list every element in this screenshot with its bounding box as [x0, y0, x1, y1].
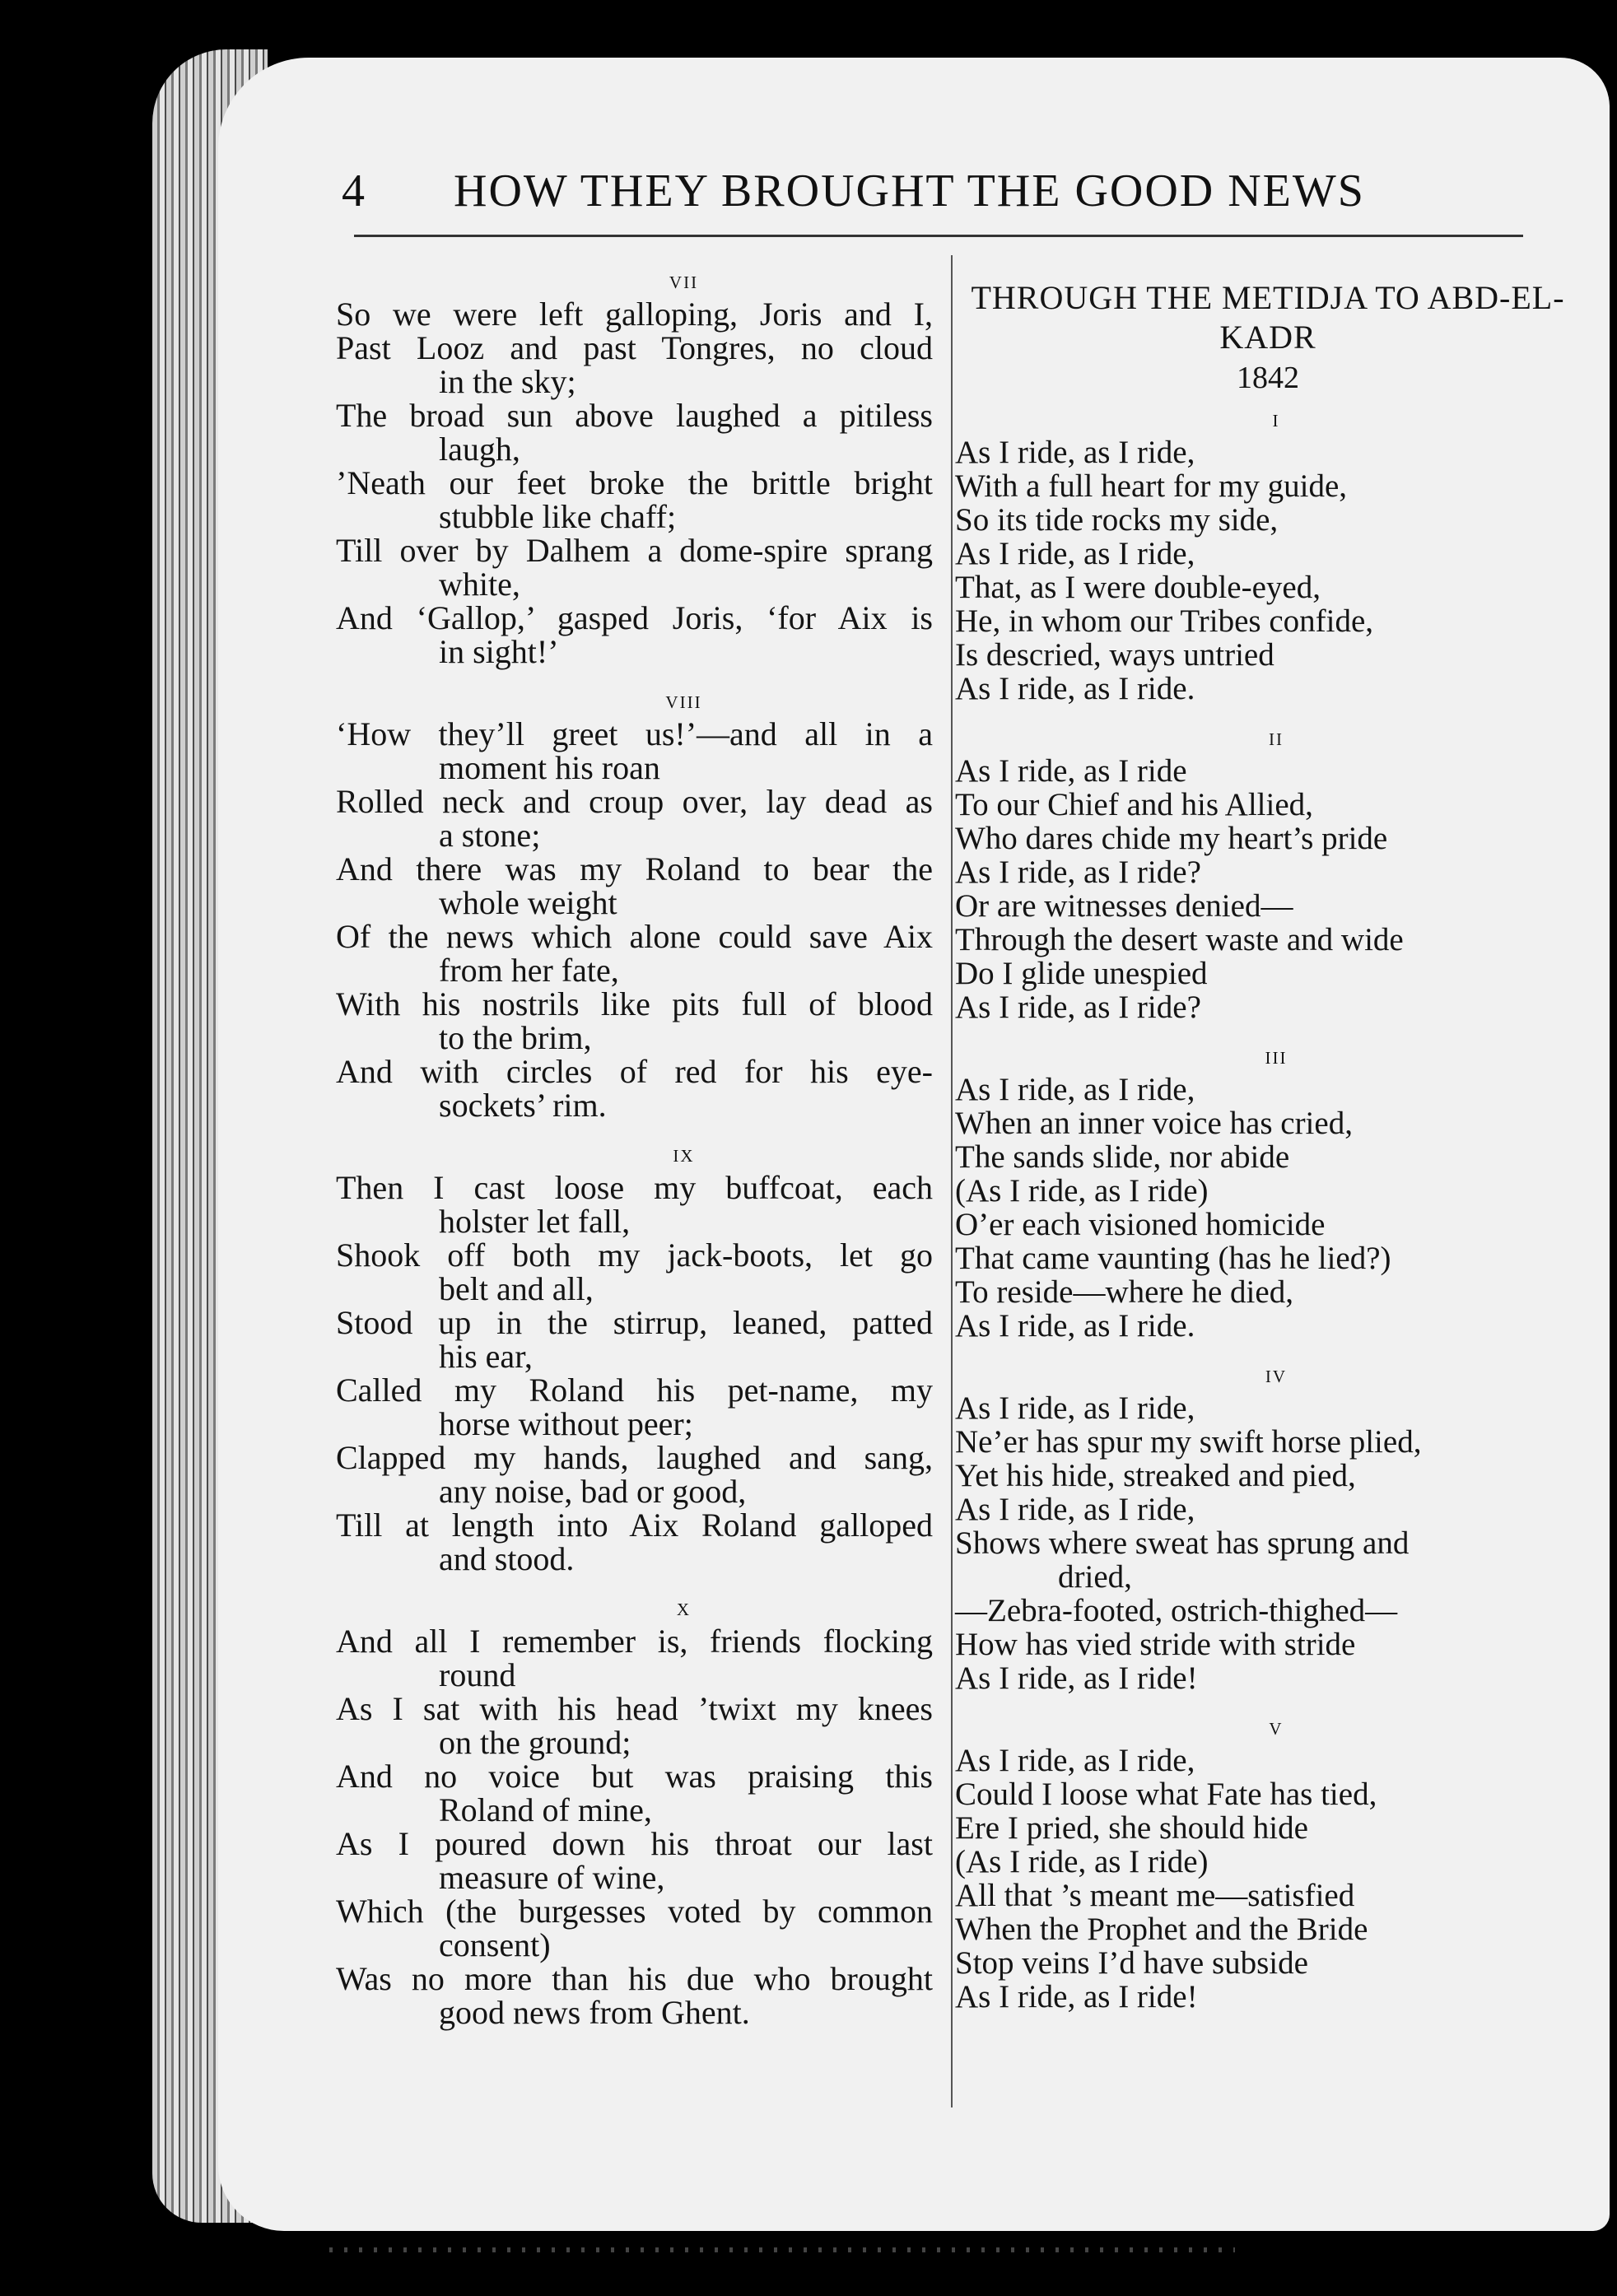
verse-line: So its tide rocks my side, [955, 502, 1279, 538]
verse-line: All that ’s meant me—satisfied [955, 1878, 1355, 1913]
verse-line: sockets’ rim. [439, 1087, 607, 1124]
verse-line: Rolled neck and croup over, lay dead as [336, 783, 933, 820]
verse-line: Past Looz and past Tongres, no cloud [336, 329, 933, 366]
verse-line: —Zebra-footed, ostrich-thighed— [955, 1593, 1398, 1628]
verse-line: As I ride, as I ride. [955, 1308, 1195, 1344]
verse-line: holster let fall, [439, 1203, 631, 1240]
verse-line: any noise, bad or good, [439, 1473, 747, 1510]
verse-line: With a full heart for my guide, [955, 468, 1348, 504]
verse-line: To our Chief and his Allied, [955, 787, 1313, 822]
verse-line: Clapped my hands, laughed and sang, [336, 1439, 933, 1476]
verse-line: And no voice but was praising this [336, 1758, 933, 1795]
verse-line: ’Neath our feet broke the brittle bright [336, 464, 933, 501]
verse-line: a stone; [439, 817, 541, 854]
verse-line: Ne’er has spur my swift horse plied, [955, 1424, 1422, 1460]
verse-line: When an inner voice has cried, [955, 1106, 1353, 1141]
verse-line: belt and all, [439, 1270, 594, 1307]
verse-line: moment his roan [439, 749, 660, 786]
verse-line: Is descried, ways untried [955, 637, 1274, 673]
verse-line: That, as I were double-eyed, [955, 570, 1321, 605]
verse-line: Shows where sweat has sprung and [955, 1525, 1410, 1561]
verse-line: As I ride, as I ride! [955, 1660, 1198, 1696]
verse-line: whole weight [439, 884, 617, 921]
verse-line: ‘How they’ll greet us!’—and all in a [336, 715, 933, 752]
verse-line: And there was my Roland to bear the [336, 850, 933, 887]
stanza-numeral: iii [1265, 1042, 1288, 1069]
verse-line: Shook off both my jack-boots, let go [336, 1236, 933, 1274]
verse-line: As I ride, as I ride? [955, 990, 1201, 1025]
verse-line: his ear, [439, 1338, 533, 1375]
book-page [218, 58, 1610, 2231]
verse-line: Of the news which alone could save Aix [336, 918, 933, 955]
verse-line: To reside—where he died, [955, 1274, 1293, 1310]
verse-line: The broad sun above laughed a pitiless [336, 397, 933, 434]
verse-line: Do I glide unespied [955, 956, 1208, 991]
verse-line: Then I cast loose my buffcoat, each [336, 1169, 933, 1206]
verse-line: (As I ride, as I ride) [955, 1173, 1209, 1209]
verse-line: And all I remember is, friends flocking [336, 1623, 933, 1660]
header-rule [354, 235, 1523, 237]
verse-line: horse without peer; [439, 1405, 693, 1442]
verse-line: And with circles of red for his eye- [336, 1053, 933, 1090]
verse-line: dried, [1058, 1559, 1132, 1595]
verse-line: As I ride, as I ride, [955, 536, 1195, 571]
verse-line: As I ride, as I ride. [955, 671, 1195, 706]
verse-line: As I ride, as I ride, [955, 1072, 1195, 1107]
verse-line: in the sky; [439, 363, 576, 400]
page-number: 4 [342, 165, 366, 217]
stanza [955, 720, 1581, 1024]
stanza-numeral: viii [665, 687, 702, 714]
stanza [955, 1710, 1581, 2014]
verse-line: Called my Roland his pet-name, my [336, 1372, 933, 1409]
verse-line: Stood up in the stirrup, leaned, patted [336, 1304, 933, 1341]
verse-line: white, [439, 566, 520, 603]
stanza [955, 1358, 1581, 1695]
stanza [336, 1137, 933, 1576]
verse-line: Till at length into Aix Roland galloped [336, 1507, 933, 1544]
verse-line: laugh, [439, 431, 520, 468]
verse-line: As I ride, as I ride? [955, 855, 1201, 890]
verse-line: Could I loose what Fate has tied, [955, 1777, 1377, 1812]
verse-line: So we were left galloping, Joris and I, [336, 296, 933, 333]
verse-line: And ‘Gallop,’ gasped Joris, ‘for Aix is [336, 599, 933, 636]
verse-line: consent) [439, 1926, 551, 1963]
verse-line: As I poured down his throat our last [336, 1825, 933, 1862]
verse-line: from her fate, [439, 952, 619, 989]
verse-line: When the Prophet and the Bride [955, 1912, 1368, 1947]
verse-line: As I ride, as I ride, [955, 1743, 1195, 1778]
stanza [336, 1590, 933, 2029]
poem-year: 1842 [1237, 361, 1299, 395]
verse-line: on the ground; [439, 1724, 631, 1761]
verse-line: O’er each visioned homicide [955, 1207, 1326, 1242]
verse-line: As I ride, as I ride, [955, 1492, 1195, 1527]
verse-line: As I ride, as I ride [955, 753, 1187, 789]
column-divider [951, 255, 953, 2107]
verse-line: in sight!’ [439, 633, 559, 670]
running-title: HOW THEY BROUGHT THE GOOD NEWS [454, 165, 1365, 217]
right-column-poem [955, 278, 1581, 2028]
verse-line: That came vaunting (has he lied?) [955, 1241, 1391, 1276]
verse-line: good news from Ghent. [439, 1994, 750, 2031]
stanza [955, 402, 1581, 706]
verse-line: He, in whom our Tribes confide, [955, 603, 1374, 639]
verse-line: Yet his hide, streaked and pied, [955, 1458, 1356, 1493]
verse-line: stubble like chaff; [439, 498, 677, 535]
verse-line: As I ride, as I ride, [955, 1390, 1195, 1426]
verse-line: With his nostrils like pits full of blood [336, 985, 933, 1022]
verse-line: As I sat with his head ’twixt my knees [336, 1690, 933, 1727]
verse-line: and stood. [439, 1540, 575, 1577]
verse-line: (As I ride, as I ride) [955, 1844, 1209, 1879]
stanza-numeral: ix [673, 1140, 695, 1167]
verse-line: to the brim, [439, 1019, 592, 1056]
verse-line: As I ride, as I ride, [955, 435, 1195, 470]
stanza-numeral: iv [1265, 1361, 1288, 1388]
verse-line: Till over by Dalhem a dome-spire sprang [336, 532, 933, 569]
verse-line: As I ride, as I ride! [955, 1979, 1198, 2014]
stanza-numeral: x [676, 1594, 692, 1621]
stanza-numeral: i [1272, 405, 1280, 432]
verse-line: Was no more than his due who brought [336, 1960, 933, 1997]
stanza-numeral: ii [1269, 724, 1284, 751]
verse-line: measure of wine, [439, 1859, 665, 1896]
verse-line: round [439, 1656, 516, 1693]
verse-line: Through the desert waste and wide [955, 922, 1404, 957]
stanza [336, 683, 933, 1122]
verse-line: How has vied stride with stride [955, 1627, 1356, 1662]
verse-line: Which (the burgesses voted by common [336, 1893, 933, 1930]
stanza [336, 263, 933, 668]
stanza-numeral: vii [669, 267, 699, 294]
verse-line: Stop veins I’d have subside [955, 1945, 1308, 1981]
verse-line: Roland of mine, [439, 1791, 652, 1828]
running-header [342, 165, 1560, 217]
left-column-poem [336, 263, 933, 2044]
scan-noise [329, 2247, 1235, 2252]
stanza [955, 1039, 1581, 1343]
verse-line: Ere I pried, she should hide [955, 1810, 1308, 1846]
verse-line: Who dares chide my heart’s pride [955, 821, 1388, 856]
verse-line: The sands slide, nor abide [955, 1139, 1290, 1175]
poem-title: THROUGH THE METIDJA TO ABD-EL-KADR [971, 279, 1565, 356]
verse-line: Or are witnesses denied— [955, 888, 1293, 924]
stanza-numeral: v [1269, 1713, 1284, 1740]
